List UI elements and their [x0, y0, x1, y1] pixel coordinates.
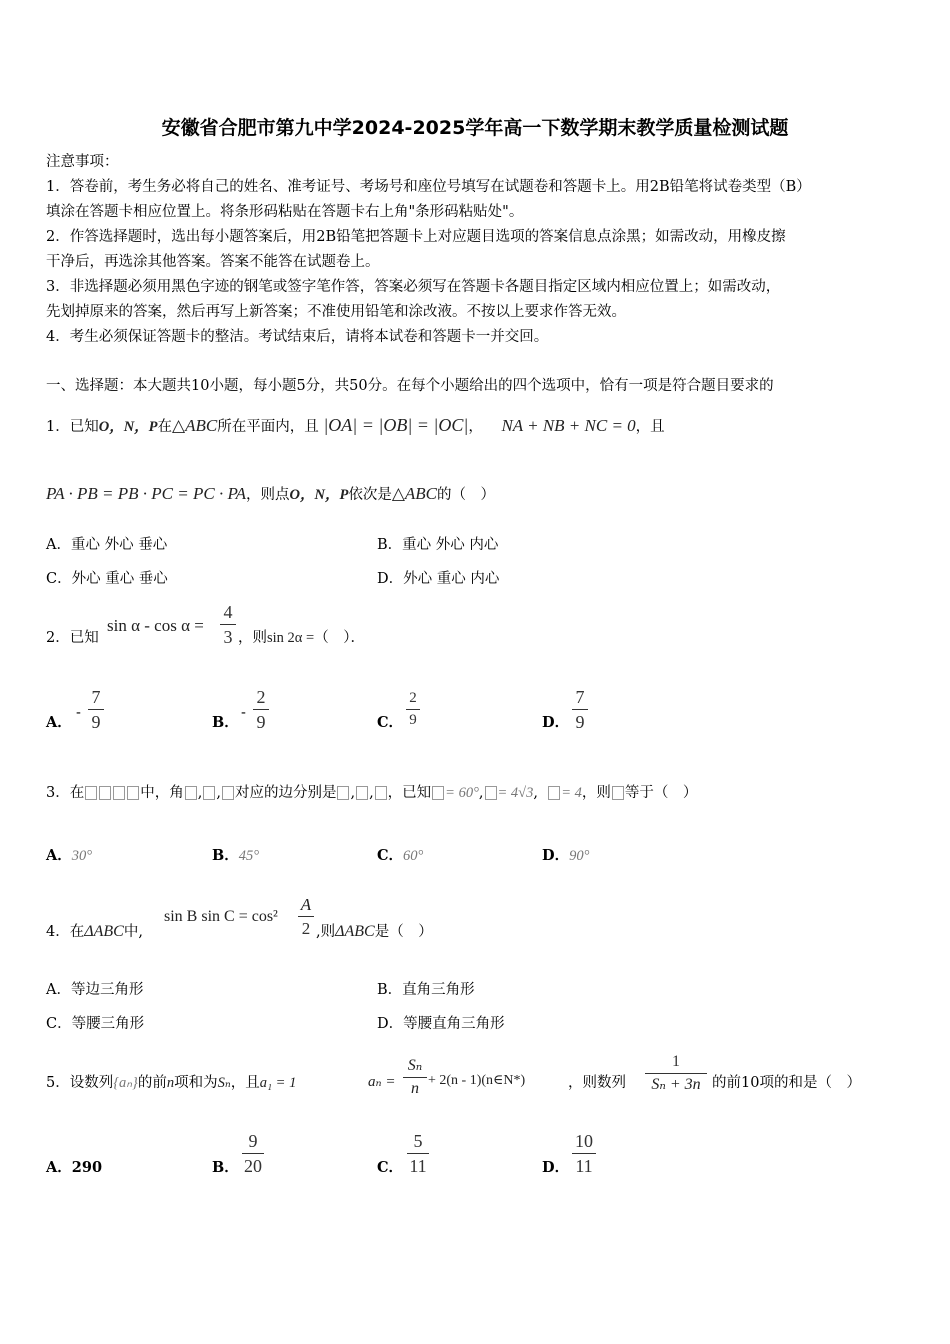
question-5-stem: 5．设数列{aₙ}的前n项和为Sₙ，且a₁ = 1	[46, 1075, 297, 1091]
q2-option-b-sign: -	[241, 705, 246, 721]
q2-option-a-value: 7 9	[88, 688, 104, 731]
q3-option-b[interactable]: B．45°	[212, 847, 260, 864]
q2-option-a-label[interactable]: A．	[46, 714, 72, 731]
q2-option-d-label[interactable]: D．	[542, 714, 570, 731]
q2-option-a-sign: -	[76, 705, 81, 721]
q2-tail: ，则sin 2α =（ ）．	[238, 630, 365, 646]
q5-rest: + 2(n - 1)(n∈N*)	[428, 1073, 526, 1088]
q5-tail: 的前10项的和是（ ）	[712, 1075, 861, 1091]
question-4-stem: 4．在ΔABC中,	[46, 923, 143, 940]
q5-an: aₙ =	[368, 1074, 396, 1090]
q5-then: ，则数列	[568, 1075, 626, 1091]
question-2-stem: 2．已知	[46, 630, 99, 646]
q3-option-a[interactable]: A．30°	[46, 847, 93, 864]
q1-option-c[interactable]: C．外心 重心 垂心	[46, 571, 168, 587]
notice-heading: 注意事项：	[46, 154, 119, 170]
q3-option-d[interactable]: D．90°	[542, 847, 590, 864]
q5-option-d-label[interactable]: D．	[542, 1159, 570, 1176]
q4-fraction: A 2	[298, 896, 314, 937]
q4-tail: ,则ΔABC是（ ）	[316, 923, 433, 940]
notice-item-3b: 先划掉原来的答案，然后再写上新答案；不准使用铅笔和涂改液。不按以上要求作答无效。	[46, 304, 626, 320]
q2-fraction: 4 3	[220, 603, 236, 646]
notice-item-3a: 3．非选择题必须用黑色字迹的钢笔或签字笔作答，答案必须写在答题卡各题目指定区域内相应位置上；如需改动，	[46, 279, 781, 295]
q4-option-a[interactable]: A．等边三角形	[46, 982, 144, 998]
q5-fraction: Sₙ n	[403, 1058, 427, 1097]
q5-option-b-label[interactable]: B．	[212, 1159, 239, 1176]
q5-sequence: 1 Sₙ + 3n	[645, 1054, 707, 1093]
q5-option-a[interactable]: A．290	[46, 1159, 103, 1176]
q5-option-d-value: 10 11	[572, 1132, 596, 1175]
q1-option-a[interactable]: A．重心 外心 垂心	[46, 537, 168, 553]
q4-option-d[interactable]: D．等腰直角三角形	[377, 1016, 505, 1032]
q4-expr: sin B sin C = cos²	[164, 908, 278, 925]
notice-item-1a: 1．答卷前，考生务必将自己的姓名、准考证号、考场号和座位号填写在试题卷和答题卡上。用2B铅笔将试卷类型（B）	[46, 179, 811, 195]
notice-item-1b: 填涂在答题卡相应位置上。将条形码粘贴在答题卡右上角"条形码粘贴处"。	[46, 204, 524, 220]
q2-option-c-value: 2 9	[406, 691, 420, 728]
q4-option-b[interactable]: B．直角三角形	[377, 982, 475, 998]
q2-option-c-label[interactable]: C．	[377, 714, 404, 731]
notice-item-4: 4．考生必须保证答题卡的整洁。考试结束后，请将本试卷和答题卡一并交回。	[46, 329, 549, 345]
notice-item-2b: 干净后，再选涂其他答案。答案不能答在试题卷上。	[46, 254, 380, 270]
question-1-stem-2: PA · PB = PB · PC = PC · PA，则点O，N，P依次是△ABC的（ ）	[46, 484, 496, 503]
question-1-stem: 1．已知O，N，P在△ABC所在平面内，且 |OA| = |OB| = |OC|， NA + NB + NC = 0，且	[46, 415, 665, 435]
q5-option-c-value: 5 11	[407, 1132, 429, 1175]
page-title: 安徽省合肥市第九中学2024-2025学年高一下数学期末教学质量检测试题	[161, 117, 789, 139]
q1-option-d[interactable]: D．外心 重心 内心	[377, 571, 500, 587]
q5-option-b-value: 9 20	[244, 1131, 262, 1176]
notice-item-2a: 2．作答选择题时，选出每小题答案后，用2B铅笔把答题卡上对应题目选项的答案信息点涂黑；如需改动，用橡皮擦	[46, 229, 786, 245]
question-3-stem: 3．在 中，角 , , 对应的边分别是 , , ，已知 = 60°, = 4√3, = 4，则 等于（ ）	[46, 785, 698, 801]
q1-option-b[interactable]: B．重心 外心 内心	[377, 537, 499, 553]
q3-option-c[interactable]: C．60°	[377, 847, 424, 864]
section-heading: 一、选择题：本大题共10小题，每小题5分，共50分。在每个小题给出的四个选项中，恰有一项是符合题目要求的	[46, 378, 774, 394]
q2-expr: sin α - cos α =	[107, 616, 204, 635]
q5-option-c-label[interactable]: C．	[377, 1159, 404, 1176]
q2-option-d-value: 7 9	[572, 688, 588, 731]
q4-option-c[interactable]: C．等腰三角形	[46, 1016, 145, 1032]
q2-option-b-value: 2 9	[253, 688, 269, 731]
q2-option-b-label[interactable]: B．	[212, 714, 239, 731]
